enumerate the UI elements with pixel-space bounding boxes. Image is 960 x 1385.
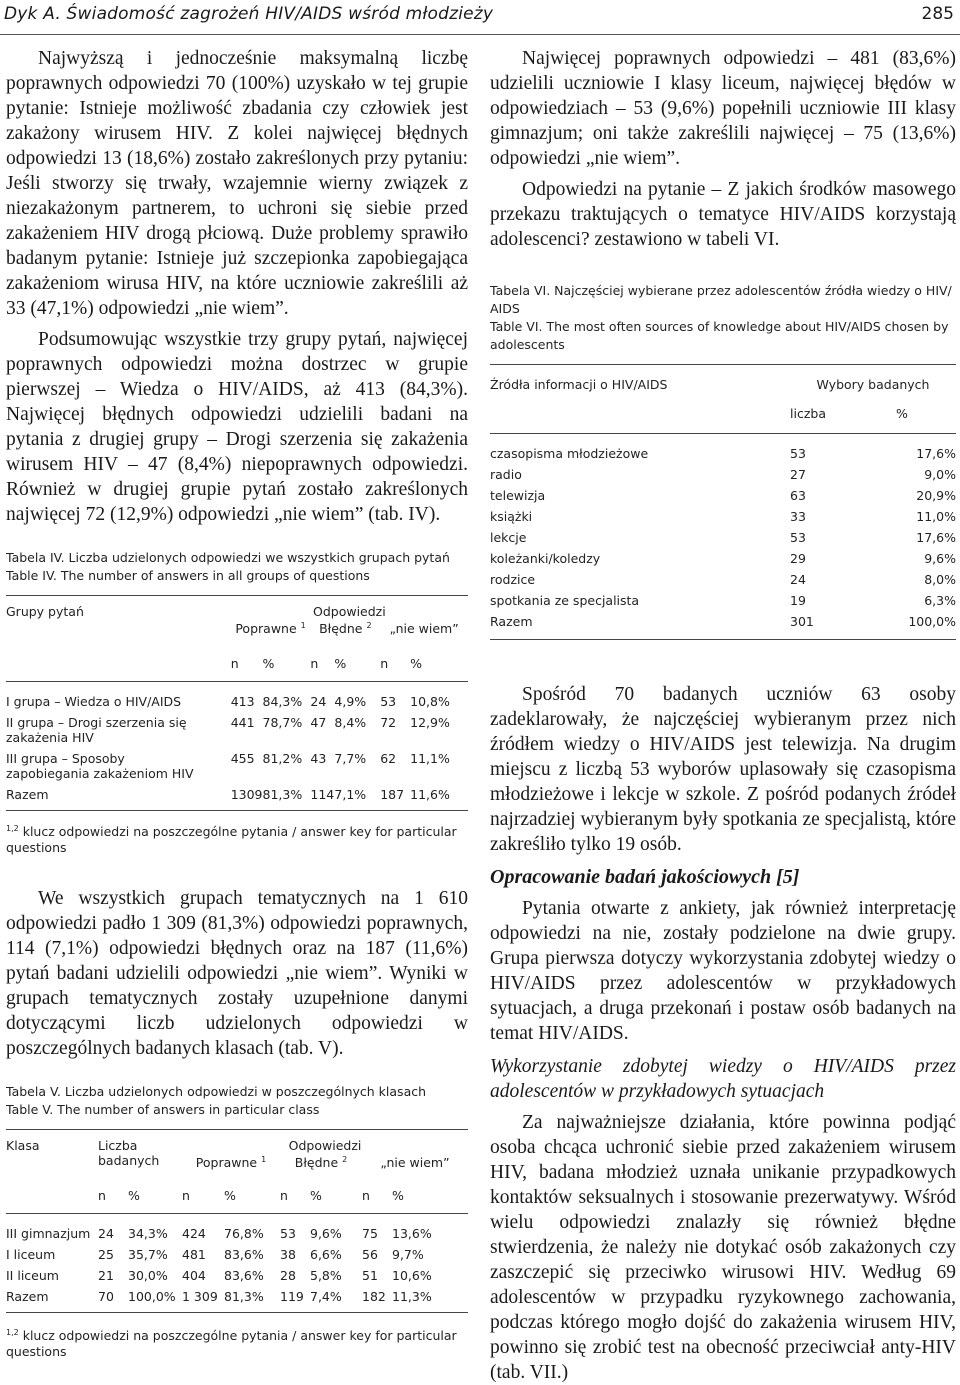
table-row: spotkania ze specjalista 19 6,3% [490,593,956,608]
header-cell: Odpowiedzi [288,1138,362,1154]
subheader-cell: % [262,656,275,671]
subheader-cell: % [128,1188,140,1204]
subheader-cell: n [280,1188,288,1204]
section-heading: Opracowanie badań jakościowych [5] [490,866,800,888]
table-footnote: $^{1,2}$ klucz odpowiedzi na poszczególne pytania / answer key for particular questions [6,824,457,856]
subheader-cell: % [224,1188,236,1204]
header-cell: Źródła informacji o HIV/AIDS [490,377,668,392]
subheader-cell: % [392,1188,404,1204]
table-row: III grupa – Sposoby zapobiegania zakażeniom HIV 455 81,2% 43 7,7% 62 11,1% [6,751,450,781]
table-row: czasopisma młodzieżowe 53 17,6% [490,446,956,461]
subheader-cell: n [310,656,319,671]
subheader-cell: liczba [790,406,826,421]
subheader-cell: n [362,1188,370,1204]
table-vi [490,364,956,640]
header-cell: Poprawne $^1$ [195,1155,267,1171]
table-row: II grupa – Drogi szerzenia się zakażenia HIV 441 78,7% 47 8,4% 72 12,9% [6,715,450,745]
header-cell: „nie wiem” [389,621,459,636]
paragraph: Odpowiedzi na pytanie – Z jakich środków masowego przekazu traktujących o tematyce HIV/AIDS korzystają adolescenci? zestawiono w tabeli VI. [490,179,956,250]
table-footnote: $^{1,2}$ klucz odpowiedzi na poszczególne pytania / answer key for particular questions [6,1328,457,1360]
table-caption-pl: Tabela VI. Najczęściej wybierane przez adolescentów źródła wiedzy o HIV/ AIDS [490,283,952,316]
running-header [0,0,960,35]
table-row: Razem 301 100,0% [490,608,956,640]
header-cell: Klasa [6,1138,40,1154]
table-row: rodzice 24 8,0% [490,572,956,587]
table-vi-block [490,282,956,640]
paragraph: Pytania otwarte z ankiety, jak również interpretację odpowiedzi na nie, zostały podzielone na dwie grupy. Grupa pierwsza dotyczy wykorzystania zdobytej wiedzy o HIV/AIDS przez adolescentów w przykładowych sytuacjach, a druga przekonań i postaw osób badanych na temat HIV/AIDS. [490,898,956,1044]
table-caption-en: Table V. The number of answers in particular class [6,1102,320,1118]
table-v [6,1129,468,1313]
subheader-cell: % [334,656,347,671]
page-number: 285 [921,4,954,24]
table-iv-block [6,549,468,856]
header-cell: Odpowiedzi [312,604,386,619]
subheader-cell: n [230,656,239,671]
paragraph: Najwyższą i jednocześnie maksymalną liczbę poprawnych odpowiedzi 70 (100%) uzyskało w tej grupie pytanie: Istnieje możliwość zbadania czy człowiek jest zakażony wirusem HIV. Z kolei najwięcej błędnych odpowiedzi 13 (18,6%) zostało zakreślonych przy pytaniu: Jeśli stworzy się trwały, wzajemnie wierny związek z niezakażonym partnerem, to uchroni się siebie przed zakażeniem HIV drogą płciową. Duże problemy sprawiło badanym pytanie: Istnieje już szczepionka zapobiegająca zakażeniom wirusa HIV, na które uczniowie zakreślili aż 33 (47,1%) odpowiedzi „nie wiem”. [6,48,468,319]
table-row: książki 33 11,0% [490,509,956,524]
paragraph: We wszystkich grupach tematycznych na 1 610 odpowiedzi padło 1 309 (81,3%) odpowiedzi poprawnych, 114 (7,1%) odpowiedzi błędnych oraz na 187 (11,6%) pytań badani udzielili odpowiedzi „nie wiem”. Wyniki w grupach tematycznych zostały uzupełnione danymi dotyczącymi liczb udzielonych odpowiedzi w poszczególnych badanych klasach (tab. V). [6,888,468,1060]
paragraph: Za najważniejsze działania, które powinna podjąć osoba chcąca uchronić siebie przed zakażeniem wirusem HIV, badana młodzież uznała unikanie przypadkowych kontaktów seksualnych i stosowanie prezerwatywy. Wśród wielu odpowiedzi znalazły się również błędne stwierdzenia, że należy nie dotykać osób zakażonych czy zaszczepić się przeciwko wirusowi HIV. Według 69 adolescentów w przypadku ryzykownego zachowania, podczas którego mogło dojść do zakażenia wirusem HIV, powinno się zrobić test na obecność przeciwciał anty-HIV (tab. VII.) [490,1112,956,1383]
header-cell: Błędne $^2$ [319,620,372,636]
subheader-cell: % [896,406,908,421]
right-column [490,46,956,1385]
paragraph: Spośród 70 badanych uczniów 63 osoby zadeklarowały, że najczęściej wybieranym przez nich źródłem wiedzy o HIV/AIDS jest telewizja. Na drugim miejscu z liczbą 53 wyborów uplasowały się czasopisma młodzieżowe i lekcje w szkole. Z pośród podanych źródeł najrzadziej wybieranym były spotkania ze specjalistą, które zakreśliło tylko 19 osób. [490,684,956,855]
paragraph: Najwięcej poprawnych odpowiedzi – 481 (83,6%) udzielili uczniowie I klasy liceum, najwięcej błędów w odpowiedziach – 53 (9,6%) popełnili uczniowie III klasy gimnazjum; oni także zakreślili najwięcej – 75 (13,6%) odpowiedzi „nie wiem”. [490,48,956,169]
table-iv [6,595,468,811]
table-row: Razem 1309 81,3% 114 7,1% 187 11,6% [6,781,468,811]
header-cell: Wybory badanych [816,377,930,392]
table-caption-pl: Tabela IV. Liczba udzielonych odpowiedzi we wszystkich grupach pytań [6,550,450,565]
subheader-cell: n [98,1188,106,1204]
running-title: Dyk A. Świadomość zagrożeń HIV/AIDS wśród młodzieży [4,4,494,24]
header-cell: „nie wiem” [380,1155,450,1171]
header-cell: Poprawne $^1$ [235,620,306,636]
table-v-block [6,1083,468,1360]
table-row: radio 27 9,0% [490,467,956,482]
table-row: telewizja 63 20,9% [490,488,956,503]
table-row: I liceum 25 35,7% 481 83,6% 38 6,6% 56 9,7% [6,1247,424,1263]
header-cell: Liczba badanych [98,1138,160,1169]
subheader-cell: n [182,1188,190,1204]
paragraph: Podsumowując wszystkie trzy grupy pytań, najwięcej poprawnych odpowiedzi można dostrzec w grupie pierwszej – Wiedza o HIV/AIDS, aż 413 (84,3%). Najwięcej błędnych odpowiedzi udzielili badani na pytania z drugiej grupy – Drogi szerzenia się zakażenia wirusem HIV – 47 (8,4%) niepoprawnych odpowiedzi. Również w drugiej grupie pytań zostało zakreślonych najwięcej 72 (12,9%) odpowiedzi „nie wiem” (tab. IV). [6,329,468,525]
table-row: III gimnazjum 24 34,3% 424 76,8% 53 9,6% 75 13,6% [6,1226,432,1242]
header-cell: Błędne $^2$ [294,1155,348,1171]
table-caption-en: Table VI. The most often sources of knowledge about HIV/AIDS chosen by adolescents [490,319,949,352]
subheader-cell: n [380,656,389,671]
subheader-cell: % [310,1188,322,1204]
table-caption-en: Table IV. The number of answers in all groups of questions [6,568,370,583]
table-row: II liceum 21 30,0% 404 83,6% 28 5,8% 51 10,6% [6,1268,432,1284]
table-row: koleżanki/koledzy 29 9,6% [490,551,956,566]
table-row: lekcje 53 17,6% [490,530,956,545]
left-column [6,46,468,1360]
table-caption-pl: Tabela V. Liczba udzielonych odpowiedzi w poszczególnych klasach [6,1084,427,1100]
table-row: I grupa – Wiedza o HIV/AIDS 413 84,3% 24 4,9% 53 10,8% [6,694,450,709]
header-cell: Grupy pytań [6,604,84,619]
table-row: Razem 70 100,0% 1 309 81,3% 119 7,4% 182 11,3% [6,1283,468,1313]
subheader-cell: % [410,656,423,671]
subsection-heading: Wykorzystanie zdobytej wiedzy o HIV/AIDS przez adolescentów w przykładowych sytuacjach [490,1056,956,1102]
